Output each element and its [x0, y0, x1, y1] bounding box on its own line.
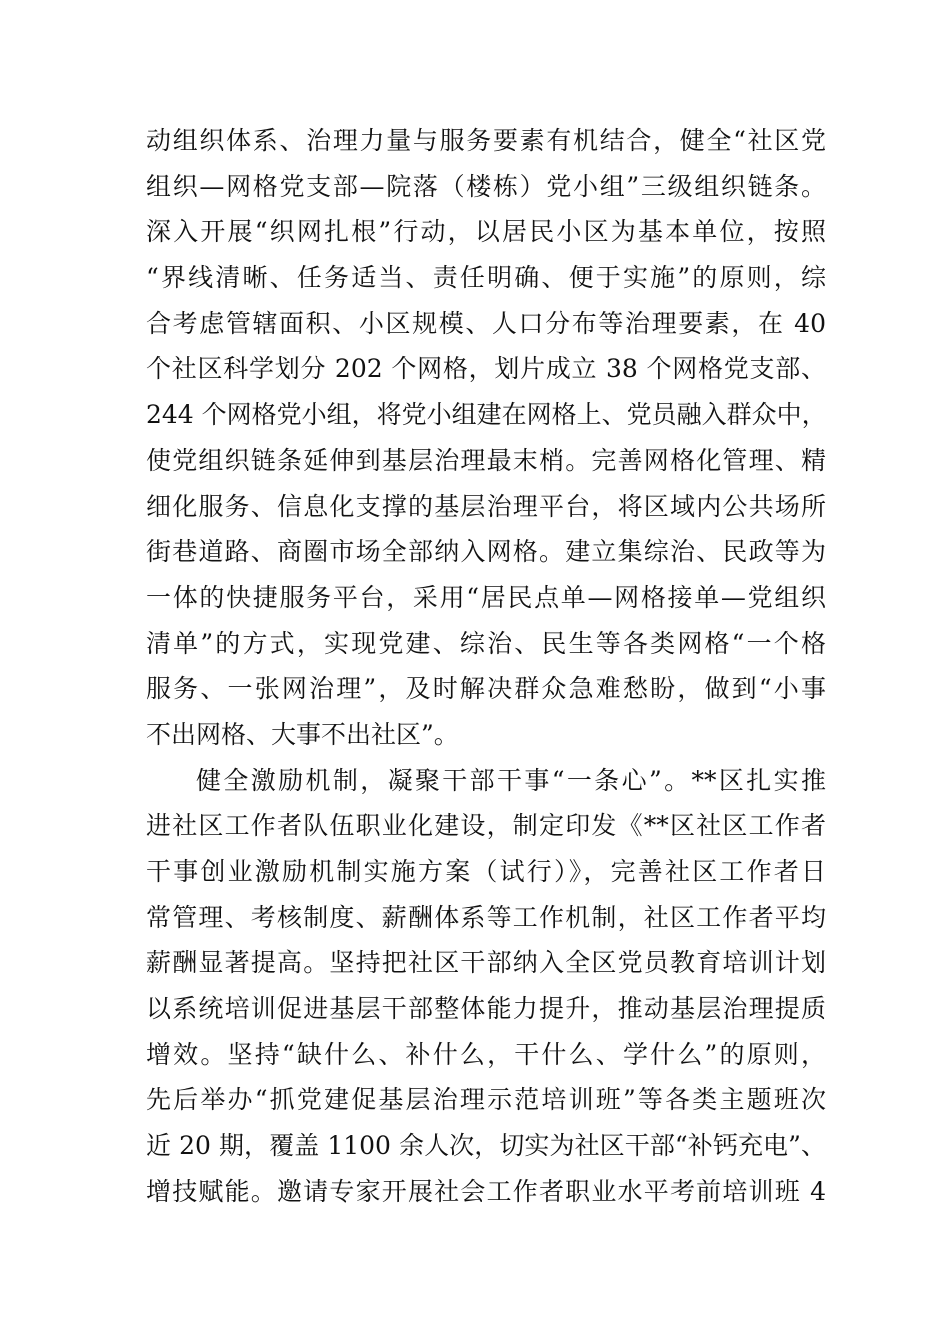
text-line: 动组织体系、治理力量与服务要素有机结合，健全“社区党	[146, 126, 826, 155]
text-line: 薪酬显著提高。坚持把社区干部纳入全区党员教育培训计划	[146, 948, 826, 978]
text-line: 以系统培训促进基层干部整体能力提升，推动基层治理提质	[146, 994, 826, 1024]
text-line: 244 个网格党小组，将党小组建在网格上、党员融入群众中，	[146, 400, 827, 430]
text-line: 干事创业激励机制实施方案（试行）》，完善社区工作者日	[146, 857, 826, 886]
text-line: 常管理、考核制度、薪酬体系等工作机制，社区工作者平均	[146, 902, 826, 932]
text-line: 个社区科学划分 202 个网格，划片成立 38 个网格党支部、	[146, 354, 826, 384]
text-line: 服务、一张网治理”，及时解决群众急难愁盼，做到“小事	[146, 674, 826, 704]
text-line: 增技赋能。邀请专家开展社会工作者职业水平考前培训班 4	[146, 1176, 826, 1206]
text-line: 清单”的方式，实现党建、综治、民生等各类网格“一个格	[146, 628, 826, 658]
text-line: 街巷道路、商圈市场全部纳入网格。建立集综治、民政等为	[146, 537, 826, 567]
text-line: 进社区工作者队伍职业化建设，制定印发《**区社区工作者	[146, 811, 826, 841]
text-line: 先后举办“抓党建促基层治理示范培训班”等各类主题班次	[146, 1085, 826, 1115]
text-line: 细化服务、信息化支撑的基层治理平台，将区域内公共场所	[146, 491, 826, 521]
paragraph-grid-governance	[146, 118, 826, 758]
text-line: 近 20 期，覆盖 1100 余人次，切实为社区干部“补钙充电”、	[146, 1131, 826, 1161]
text-line: 合考虑管辖面积、小区规模、人口分布等治理要素，在 40	[146, 308, 826, 338]
text-line: 健全激励机制，凝聚干部干事“一条心”。**区扎实推	[196, 765, 826, 795]
text-line: 增效。坚持“缺什么、补什么，干什么、学什么”的原则，	[146, 1039, 826, 1069]
text-line: 组织—网格党支部—院落（楼栋）党小组”三级组织链条。	[146, 171, 826, 201]
text-line: 使党组织链条延伸到基层治理最末梢。完善网格化管理、精	[146, 445, 826, 475]
text-line: 深入开展“织网扎根”行动，以居民小区为基本单位，按照	[146, 217, 826, 247]
text-line: 一体的快捷服务平台，采用“居民点单—网格接单—党组织	[146, 582, 826, 612]
document-body	[146, 118, 826, 1215]
paragraph-incentive-mechanism	[146, 758, 826, 1215]
text-line: “界线清晰、任务适当、责任明确、便于实施”的原则，综	[146, 263, 826, 293]
text-line: 不出网格、大事不出社区”。	[146, 719, 459, 749]
